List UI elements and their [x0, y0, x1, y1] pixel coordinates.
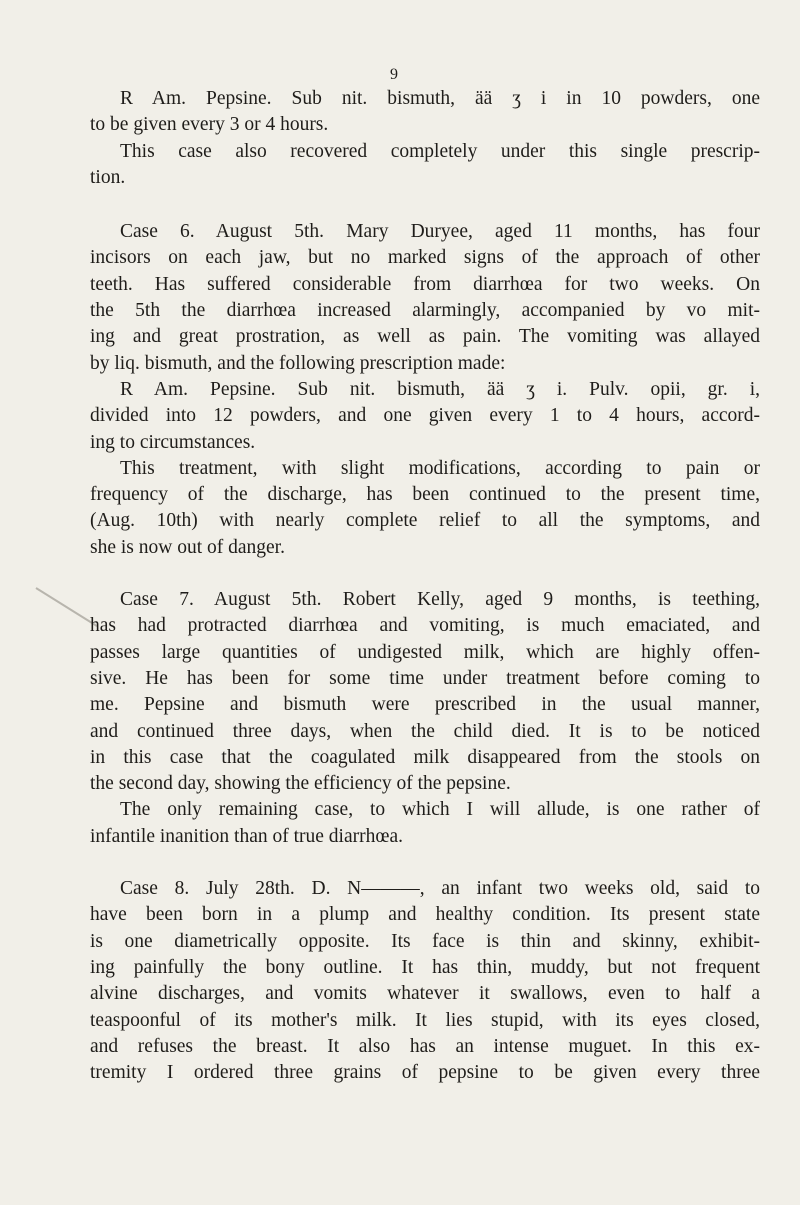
page-number: 9: [390, 66, 399, 83]
text-line: ing and great prostration, as well as pain. The vomiting was allayed: [90, 326, 760, 348]
margin-pencil-mark: [35, 587, 97, 627]
text-line: ing painfully the bony outline. It has thin, muddy, but not frequent: [90, 956, 760, 978]
text-line: to be given every 3 or 4 hours.: [90, 114, 329, 136]
paragraph-gap: [90, 850, 760, 876]
text-line: The only remaining case, to which I will allude, is one rather of: [120, 799, 760, 821]
text-line: and refuses the breast. It also has an intense muguet. In this ex-: [90, 1035, 760, 1057]
text-line: sive. He has been for some time under treatment before coming to: [90, 667, 760, 689]
page-body: [90, 86, 760, 1086]
paragraph-gap: [90, 191, 760, 219]
text-line: tion.: [90, 166, 126, 188]
text-line: passes large quantities of undigested milk, which are highly offen-: [90, 641, 760, 663]
text-line: the second day, showing the efficiency of the pepsine.: [90, 773, 511, 795]
text-line: teaspoonful of its mother's milk. It lies stupid, with its eyes closed,: [90, 1009, 760, 1031]
text-line: tremity I ordered three grains of pepsine to be given every three: [90, 1062, 760, 1084]
text-line: by liq. bismuth, and the following prescription made:: [90, 352, 506, 374]
text-line: me. Pepsine and bismuth were prescribed in the usual manner,: [90, 694, 760, 716]
paragraph: [90, 219, 760, 377]
paragraph: [90, 139, 760, 192]
text-line: (Aug. 10th) with nearly complete relief to all the symptoms, and: [90, 510, 760, 532]
text-line: This case also recovered completely under this single prescrip-: [120, 140, 760, 162]
paragraph: [90, 456, 760, 561]
text-line: teeth. Has suffered considerable from diarrhœa for two weeks. On: [90, 273, 760, 295]
text-line: Case 6. August 5th. Mary Duryee, aged 11 months, has four: [120, 221, 760, 243]
text-line: divided into 12 powders, and one given every 1 to 4 hours, accord-: [90, 405, 760, 427]
paragraph: [90, 377, 760, 456]
text-line: Case 8. July 28th. D. N———, an infant two weeks old, said to: [120, 878, 760, 900]
text-line: R Am. Pepsine. Sub nit. bismuth, ää ʒ i. Pulv. opii, gr. i,: [120, 378, 760, 400]
text-line: have been born in a plump and healthy condition. Its present state: [90, 904, 760, 926]
text-line: is one diametrically opposite. Its face is thin and skinny, exhibit-: [90, 930, 760, 952]
text-line: she is now out of danger.: [90, 536, 285, 558]
text-line: incisors on each jaw, but no marked signs of the approach of other: [90, 247, 760, 269]
text-line: R Am. Pepsine. Sub nit. bismuth, ää ʒ i in 10 powders, one: [120, 88, 760, 109]
text-line: ing to circumstances.: [90, 431, 256, 453]
paragraph: [90, 86, 760, 139]
paragraph-gap: [90, 561, 760, 587]
text-line: has had protracted diarrhœa and vomiting, is much emaciated, and: [90, 615, 760, 637]
paragraph: [90, 587, 760, 797]
text-line: infantile inanition than of true diarrhœa.: [90, 825, 403, 847]
text-line: This treatment, with slight modifications, according to pain or: [120, 457, 760, 479]
text-line: in this case that the coagulated milk disappeared from the stools on: [90, 746, 760, 768]
text-line: alvine discharges, and vomits whatever it swallows, even to half a: [90, 983, 760, 1005]
paragraph: [90, 797, 760, 850]
text-line: the 5th the diarrhœa increased alarmingly, accompanied by vo mit-: [90, 300, 760, 322]
text-line: Case 7. August 5th. Robert Kelly, aged 9 months, is teething,: [120, 589, 760, 611]
paragraph: [90, 876, 760, 1086]
text-line: and continued three days, when the child died. It is to be noticed: [90, 720, 760, 742]
text-line: frequency of the discharge, has been continued to the present time,: [90, 484, 760, 506]
